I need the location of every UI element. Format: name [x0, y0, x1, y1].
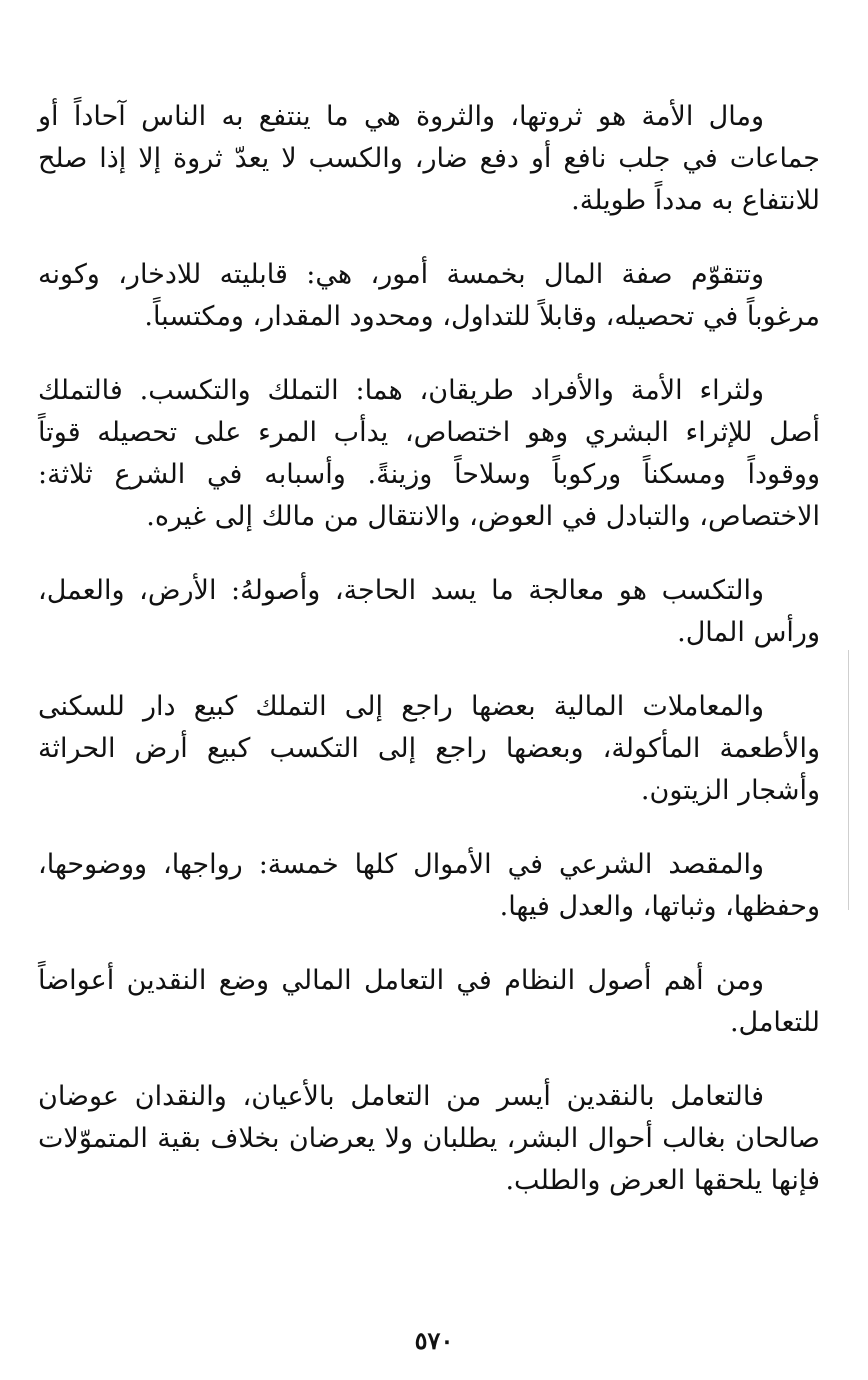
paragraph-8: فالتعامل بالنقدين أيسر من التعامل بالأعيان، والنقدان عوضان صالحان بغالب أحوال البشر، يطلبان ولا يعرضان بخلاف بقية المتموّلات فإنها يلحقها العرض والطلب. — [38, 1081, 820, 1196]
scan-margin-line — [848, 650, 849, 910]
paragraph-2: وتتقوّم صفة المال بخمسة أمور، هي: قابليته للادخار، وكونه مرغوباً في تحصيله، وقابلاً للتداول، ومحدود المقدار، ومكتسباً. — [38, 259, 820, 332]
body-text — [38, 96, 820, 1234]
paragraph-1: ومال الأمة هو ثروتها، والثروة هي ما ينتفع به الناس آحاداً أو جماعات في جلب نافع أو دفع ضار، والكسب لا يعدّ ثروة إلا إذا صلح للانتفاع به مدداً طويلة. — [38, 101, 820, 216]
paragraph-3: ولثراء الأمة والأفراد طريقان، هما: التملك والتكسب. فالتملك أصل للإثراء البشري وهو اختصاص، يدأب المرء على تحصيله قوتاً ووقوداً ومسكناً وركوباً وسلاحاً وزينةً. وأسبابه في الشرع ثلاثة: الاختصاص، والتبادل في العوض، والانتقال من مالك إلى غيره. — [38, 375, 820, 532]
paragraph-6: والمقصد الشرعي في الأموال كلها خمسة: رواجها، ووضوحها، وحفظها، وثباتها، والعدل فيها. — [38, 849, 820, 922]
paragraph-4: والتكسب هو معالجة ما يسد الحاجة، وأصولهُ: الأرض، والعمل، ورأس المال. — [38, 575, 820, 648]
paragraph-7: ومن أهم أصول النظام في التعامل المالي وضع النقدين أعواضاً للتعامل. — [38, 965, 820, 1038]
page-number: ٥٧٠ — [414, 1326, 454, 1355]
paragraph-5: والمعاملات المالية بعضها راجع إلى التملك كبيع دار للسكنى والأطعمة المأكولة، وبعضها راجع إلى التكسب كبيع أرض الحراثة وأشجار الزيتون. — [38, 691, 820, 806]
